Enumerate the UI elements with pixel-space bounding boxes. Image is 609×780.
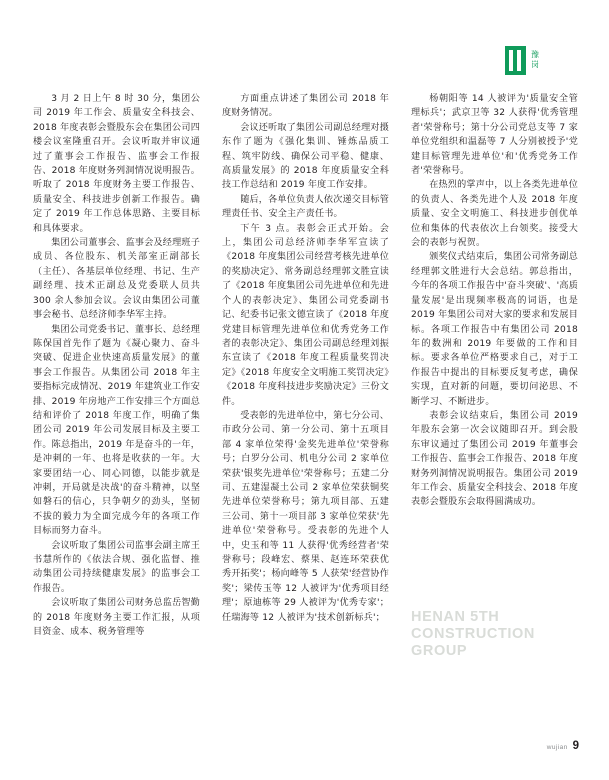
page-footer [547, 741, 579, 752]
page-number: 9 [572, 740, 579, 752]
paragraph: 方面重点讲述了集团公司 2018 年度财务情况。 [222, 94, 389, 119]
publisher-logo [505, 44, 579, 76]
logo-text: 豫 岗 [531, 50, 539, 69]
paragraph: 会议听取了集团公司监事会副主席王书慧所作的《依法合规、强化监督、推动集团公司持续健康发展》的监事会工作报告。 [33, 540, 200, 594]
watermark-line-1: HENAN 5TH [411, 609, 500, 625]
building-logo-icon [505, 46, 526, 75]
footer-label: wujian [546, 744, 568, 751]
brand-watermark [411, 609, 578, 660]
watermark-line-3: GROUP [411, 643, 468, 659]
paragraph: 3 月 2 日上午 8 时 30 分，集团公司 2019 年工作会、质量安全科技会、2018 年度表彰会暨股东会在集团公司四楼会议室隆重召开。会议听取并审议通过了董事会工作报告、监事会工作报告、2018 年度财务列洞情况说明报告。听取了 2018 年度财务主要工作报告、质量安全、科技进步创新工作报告。确定了 2019 年工作总体思路、主要目标和具体要求。 [33, 94, 200, 234]
article-columns [33, 92, 579, 732]
paragraph: 会议还听取了集团公司副总经理对摄东作了题为《强化集训、锤炼品质工程、筑牢防线、确保公司平稳、健康、高质量发展》的 2018 年度质量安全科技工作总结和 2019 年度工作安排。 [222, 122, 389, 191]
column-3 [411, 92, 578, 732]
paragraph: 集团公司党委书记、董事长、总经理陈保国首先作了题为《凝心聚力、奋斗突破、促进企业快速高质量发展》的董事会工作报告。从集团公司 2018 年主要指标完成情况、2019 年建筑业工作安排、2019 年房地产工作安排三个方面总结和评价了 2018 年度工作，明确了集团公司 2019 年公司发展目标及主要工作。陈总指出，2019 年是奋斗的一年，是冲刺的一年、也将是收获的一年。大家要团结一心、同心同德，以能步就是冲刺，开局就是决战'的奋斗精神，以坚如磐石的信心，只争朝夕的劲头，坚韧不拔的毅力为全面完成今年的各项工作目标而努力奋斗。 [33, 324, 200, 537]
paragraph: 集团公司董事会、监事会及经理班子成员、各位股东、机关部室正副部长（主任）、各基层单位经理、书记、生产副经理、技术正副总及党委联人员共 300 余人参加会议。会议由集团公司董事会秘书、总经济师李华军主持。 [33, 238, 200, 321]
watermark-line-2: CONSTRUCTION [411, 626, 535, 642]
paragraph: 会议听取了集团公司财务总监岳智勤的 2018 年度财务主要工作汇报，从项目资金、成本、税务管理等 [33, 598, 200, 638]
column-2 [222, 92, 389, 732]
paragraph: 杨朝阳等 14 人被评为'质量安全管理标兵'；武京卫等 32 人获得'优秀管理者'荣誉称号；第十分公司党总支等 7 家单位党组织和温磊等 7 人分别被授予'党建目标管理先进单位'和'优秀党务工作者'荣誉称号。 [411, 94, 578, 177]
column-1 [33, 92, 200, 732]
paragraph: 在热烈的掌声中，以上各类先进单位的负责人、各类先进个人及 2018 年度质量、安全文明施工、科技进步创优单位和集体的代表依次上台领奖。接受大会的表彰与祝贺。 [411, 180, 578, 249]
paragraph: 表彰会议结束后，集团公司 2019 年股东会第一次会议随即召开。到会股东审议通过了集团公司 2019 年董事会工作报告、监事会工作报告、2018 年度财务列洞情况说明报告。集团公司 2019 年工作会、质量安全科技会、2018 年度表彰会暨股东会取得圆满成功。 [411, 410, 578, 508]
paragraph: 下午 3 点。表彰会正式开始。会上，集团公司总经济师李华军宣读了《2018 年度集团公司经营考核先进单位的奖励决定》、常务副总经理郭文胜宣读了《2018 年度集团公司先进单位和先进个人的表彰决定》、集团公司党委副书记、纪委书记张文德宣读了《2018 年度党建目标管理先进单位和优秀党务工作者的表彰决定》、集团公司副总经理刘振东宣读了《2018 年度工程质量奖罚决定》《2018 年度安全文明施工奖罚决定》《2018 年度科技进步奖励决定》三份文件。 [222, 223, 389, 407]
paragraph: 随后，各单位负责人依次递交目标管理责任书、安全主产责任书。 [222, 194, 389, 220]
paragraph: 颁奖仪式结束后，集团公司常务副总经理郭文胜进行大会总结。郭总指出，今年的各项工作报告中'奋斗突破'、'高质量发展'是出现频率极高的词语，也是 2019 年集团公司对大家的要求和发展目标。各项工作报告中有集团公司 2018 年的数洲和 2019 年要做的工作和目标。要求各单位严格要求自己，对于工作报告中提出的目标要反复考虑，确保实现，直对新的问题，要切问泌思、不断学习、不断进步。 [411, 252, 578, 407]
paragraph: 受表彰的先进单位中，第七分公司、市政分公司、第一分公司、第十五项目部 4 家单位荣得'金奖先进单位'荣誉称号；白罗分公司、机电分公司 2 家单位荣获'银奖先进单位'荣誉称号；五建二分司、五建湿凝土公司 2 家单位荣获铜奖先进单位荣誉称号；第九项目部、五建三公司、第十一项目部 3 家单位荣获'先进单位'荣誉称号。受表彰的先进个人中，史玉和等 11 人获得'优秀经营者'荣誉称号；段峰宏、蔡果、赵连环荣获优秀开拓奖'；杨向峰等 5 人获荣'经营协作奖'；梁传玉等 12 人被评为'优秀项目经理'；原迪栋等 29 人被评为'优秀专家'；任瑞海等 12 人被评为'技术创新标兵'； [222, 410, 389, 623]
